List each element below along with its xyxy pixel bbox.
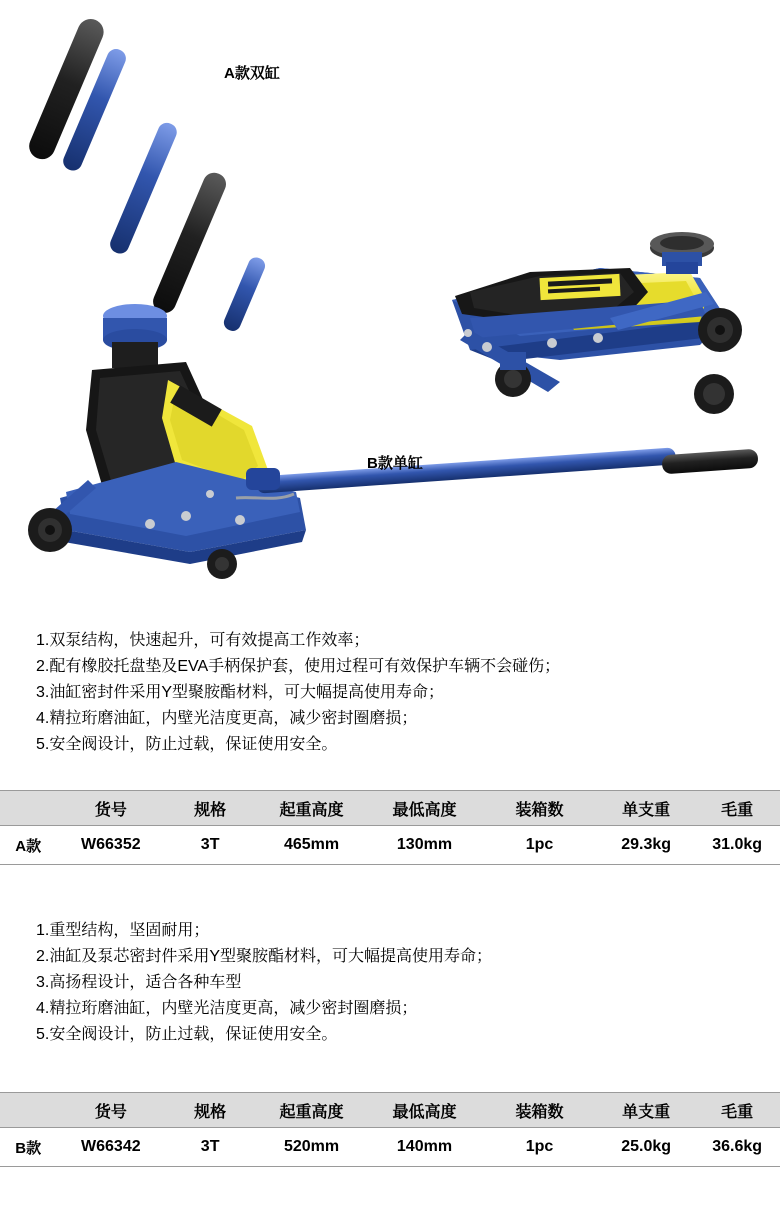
feature-item: 3.高扬程设计，适合各种车型: [36, 974, 242, 991]
caption-model-a: A款双缸: [224, 65, 280, 82]
header-cell: 最低高度: [368, 791, 481, 826]
spec-table-a: [0, 790, 780, 865]
cell-capacity: 3T: [165, 1128, 255, 1167]
cell-pack-qty: 1pc: [481, 826, 598, 865]
header-cell: 起重高度: [255, 1093, 368, 1128]
header-cell: 装箱数: [481, 791, 598, 826]
feature-list-b: [36, 918, 492, 1048]
cell-item-code: W66352: [56, 826, 165, 865]
spec-table-b: [0, 1092, 780, 1167]
header-cell: 毛重: [694, 1093, 780, 1128]
header-cell: 货号: [56, 1093, 165, 1128]
feature-item: 2.油缸及泵芯密封件采用Y型聚胺酯材料，可大幅提高使用寿命；: [36, 948, 493, 965]
floor-jack-b-image: [0, 230, 780, 590]
cell-item-code: W66342: [56, 1128, 165, 1167]
table-row: [0, 1128, 780, 1167]
feature-list-a: [36, 628, 560, 758]
feature-item: 4.精拉珩磨油缸，内壁光洁度更高，减少密封圈磨损；: [36, 1000, 418, 1017]
cell-min-height: 140mm: [368, 1128, 481, 1167]
header-cell: 规格: [165, 791, 255, 826]
cell-min-height: 130mm: [368, 826, 481, 865]
cell-max-height: 520mm: [255, 1128, 368, 1167]
feature-item: 1.双泵结构，快速起升，可有效提高工作效率；: [36, 632, 370, 649]
cell-net-weight: 25.0kg: [598, 1128, 694, 1167]
cell-net-weight: 29.3kg: [598, 826, 694, 865]
feature-item: 3.油缸密封件采用Y型聚胺酯材料，可大幅提高使用寿命；: [36, 684, 445, 701]
cell-max-height: 465mm: [255, 826, 368, 865]
feature-item: 2.配有橡胶托盘垫及EVA手柄保护套，使用过程可有效保护车辆不会碰伤；: [36, 658, 561, 675]
cell-pack-qty: 1pc: [481, 1128, 598, 1167]
cylinder-cap-b: [103, 304, 167, 368]
header-cell: 装箱数: [481, 1093, 598, 1128]
spec-table-b-wrapper: [0, 1092, 780, 1167]
header-cell: [0, 791, 56, 826]
caption-model-b: B款单缸: [367, 455, 423, 472]
feature-item: 5.安全阀设计，防止过载，保证使用安全。: [36, 1026, 338, 1043]
header-cell: 货号: [56, 791, 165, 826]
header-cell: 最低高度: [368, 1093, 481, 1128]
header-cell: 单支重: [598, 791, 694, 826]
feature-item: 4.精拉珩磨油缸，内壁光洁度更高，减少密封圈磨损；: [36, 710, 418, 727]
table-row: [0, 826, 780, 865]
spec-table-a-wrapper: [0, 790, 780, 865]
header-cell: 毛重: [694, 791, 780, 826]
feature-item: 1.重型结构，坚固耐用；: [36, 922, 210, 939]
handle-shaft-b: [246, 447, 759, 493]
product-illustration: [0, 0, 780, 600]
header-cell: 单支重: [598, 1093, 694, 1128]
cell-capacity: 3T: [165, 826, 255, 865]
table-header-row: [0, 791, 780, 826]
row-label: A款: [0, 826, 56, 865]
cell-gross-weight: 36.6kg: [694, 1128, 780, 1167]
cell-gross-weight: 31.0kg: [694, 826, 780, 865]
row-label: B款: [0, 1128, 56, 1167]
table-header-row: [0, 1093, 780, 1128]
header-cell: 规格: [165, 1093, 255, 1128]
feature-item: 5.安全阀设计，防止过载，保证使用安全。: [36, 736, 338, 753]
header-cell: [0, 1093, 56, 1128]
header-cell: 起重高度: [255, 791, 368, 826]
